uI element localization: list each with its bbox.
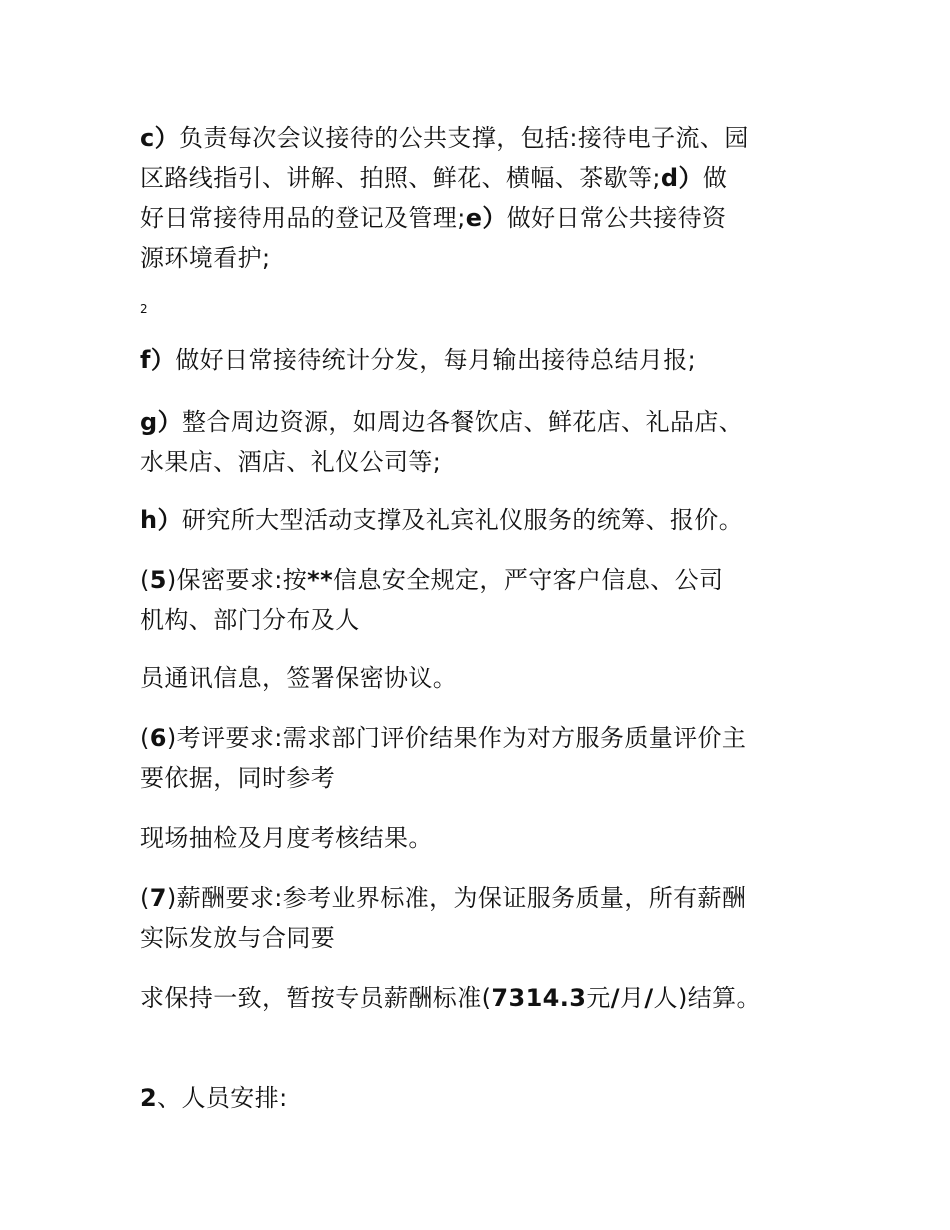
para-c-line-4 [140,238,271,278]
text: 做好日常公共接待资 [506,204,727,232]
item-marker-g: g） [140,408,182,436]
item-number-5: 5 [149,566,167,594]
text: 研究所大型活动支撑及礼宾礼仪服务的统筹、报价。 [181,506,744,534]
para-7-line-2: 实际发放与合同要 [140,924,336,952]
text: ( [140,566,150,594]
salary-amount: 7314.3 [491,984,587,1012]
text: 元 [586,984,611,1012]
slash: / [610,984,620,1012]
item-marker-c: c） [140,124,180,152]
text: 好日常接待用品的登记及管理; [140,204,466,232]
text: 区路线指引、讲解、拍照、鲜花、横幅、茶歇等; [140,164,661,192]
para-g-line-1 [140,402,743,442]
page-number: 2 [140,302,148,316]
text: 整合周边资源，如周边各餐饮店、鲜花店、礼品店、 [181,408,744,436]
text: 负责每次会议接待的公共支撑，包括:接待电子流、园 [179,124,749,152]
slash: / [644,984,654,1012]
para-f-line-1 [140,340,696,380]
para-c-line-2 [140,158,727,198]
text: 做好日常接待统计分发，每月输出接待总结月报; [175,346,697,374]
text: 源环境看护; [140,244,271,272]
para-7-line-1 [140,878,746,918]
text: 水果店、酒店、礼仪公司等; [140,448,442,476]
section-2-heading [140,1078,288,1118]
para-6-line-3: 现场抽检及月度考核结果。 [140,824,433,852]
text: 、人员安排: [157,1084,288,1112]
text: )薪酬要求:参考业界标准，为保证服务质量，所有薪酬 [166,884,747,912]
text: )考评要求:需求部门评价结果作为对方服务质量评价主 [166,724,747,752]
item-number-7: 7 [149,884,167,912]
section-number: 2 [140,1084,158,1112]
masked-name: ** [307,566,334,594]
para-c-line-1 [140,118,749,158]
item-marker-f: f） [140,346,176,374]
para-6-line-1 [140,718,746,758]
text: ( [140,724,150,752]
text: 人)结算。 [653,984,761,1012]
text: 信息安全规定，严守客户信息、公司 [333,566,724,594]
text: 求保持一致，暂按专员薪酬标准( [140,984,492,1012]
para-c-line-3 [140,198,726,238]
para-5-line-1 [140,560,723,600]
item-marker-h: h） [140,506,182,534]
item-marker-e: e） [465,204,507,232]
item-marker-d: d） [660,164,703,192]
text: )保密要求:按 [166,566,308,594]
text: ( [140,884,150,912]
para-7-line-3 [140,978,761,1018]
para-h-line-1 [140,500,743,540]
item-number-6: 6 [149,724,167,752]
text: 月 [619,984,645,1012]
text: 做 [702,164,728,192]
para-g-line-2 [140,442,441,482]
para-5-line-3: 员通讯信息，签署保密协议。 [140,664,458,692]
para-6-line-2: 要依据，同时参考 [140,764,336,792]
para-5-line-2: 机构、部门分布及人 [140,606,360,634]
